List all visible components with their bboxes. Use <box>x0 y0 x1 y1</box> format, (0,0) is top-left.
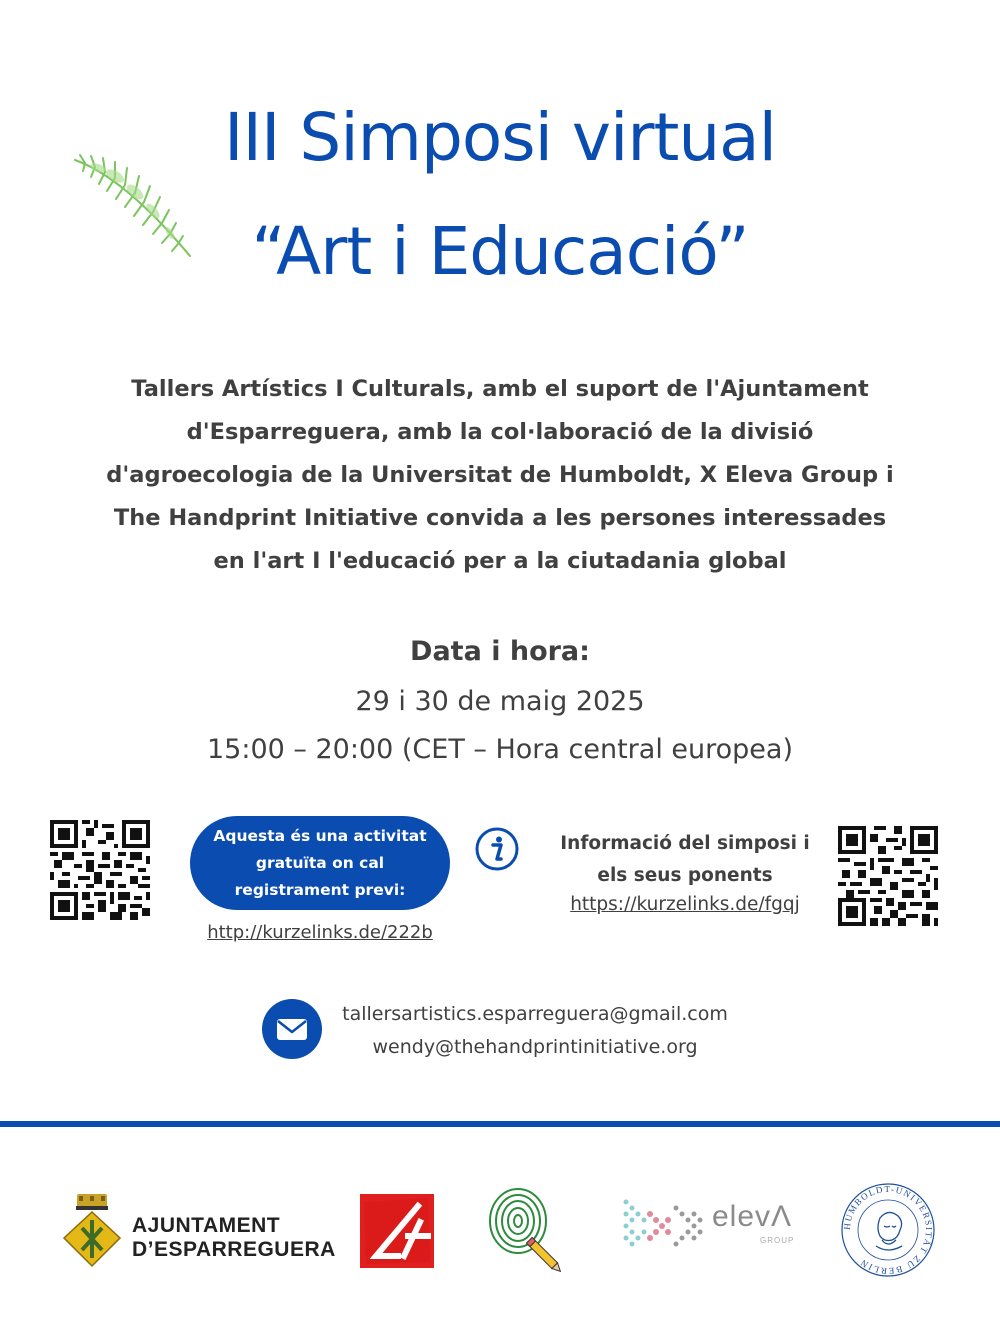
humboldt-ring-text: HUMBOLDT-UNIVERSITÄT ZU BERLIN <box>841 1183 935 1277</box>
contact-emails <box>330 998 740 1064</box>
email-handprint[interactable]: wendy@thehandprintinitiative.org <box>372 1036 698 1058</box>
handprint-logo <box>484 1185 566 1277</box>
qr-code-icon[interactable] <box>50 820 150 920</box>
tallers-artistics-logo <box>358 1192 436 1270</box>
ajuntament-name <box>132 1214 336 1262</box>
title-line-1: III Simposi virtual <box>224 99 776 176</box>
email-tallers[interactable]: tallersartistics.esparreguera@gmail.com <box>342 1003 728 1025</box>
mail-icon <box>262 999 322 1059</box>
qr-code-icon[interactable] <box>838 826 938 926</box>
registration-link[interactable]: http://kurzelinks.de/222b <box>207 922 433 943</box>
date-hours: 15:00 – 20:00 (CET – Hora central europea) <box>207 734 793 765</box>
eleva-wordmark: elevΛ <box>712 1200 793 1233</box>
intro-paragraph: Tallers Artístics I Culturals, amb el suport de l'Ajuntament d'Esparreguera, amb la col·laboració de la divisió d'agroecologia de la Universitat de Humboldt, X Eleva Group i The Handprint Initiative convida a les persones interessades en l'art I l'educació per a la ciutadania global <box>106 376 894 574</box>
free-activity-badge <box>190 816 450 910</box>
info-icon <box>474 826 520 872</box>
fern-leaf-icon <box>70 148 195 263</box>
coat-of-arms-icon <box>62 1192 122 1268</box>
footer-divider <box>0 1121 1000 1127</box>
humboldt-university-seal <box>840 1182 936 1278</box>
ajuntament-line-2: D’ESPARREGUERA <box>132 1238 336 1261</box>
title-line-2: “Art i Educació” <box>251 213 749 290</box>
symposium-info-link[interactable]: https://kurzelinks.de/fgqj <box>570 894 800 915</box>
ajuntament-line-1: AJUNTAMENT <box>132 1214 281 1237</box>
symposium-info-text: Informació del simposi i els seus ponents <box>560 833 810 886</box>
ajuntament-logo <box>62 1190 336 1270</box>
date-days: 29 i 30 de maig 2025 <box>355 686 645 717</box>
eleva-dots-icon <box>620 1192 706 1256</box>
eleva-group-logo <box>620 1190 800 1260</box>
date-heading: Data i hora: <box>410 636 590 667</box>
free-activity-text: Aquesta és una activitat gratuïta on cal registrament previ: <box>213 826 427 899</box>
eleva-group-text: GROUP <box>760 1236 795 1245</box>
